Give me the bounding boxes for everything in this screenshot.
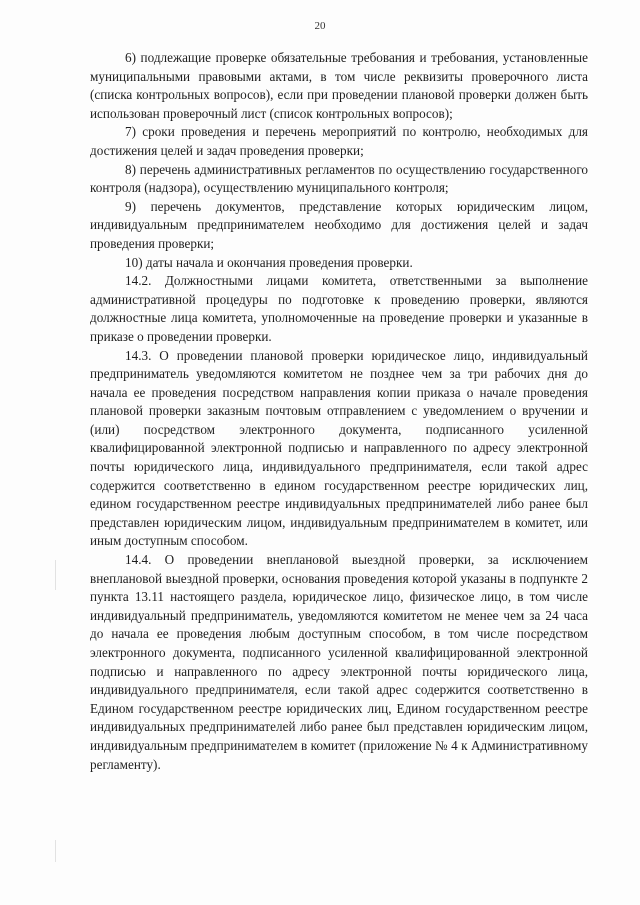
scan-edge-mark <box>55 840 56 862</box>
document-body <box>90 49 588 774</box>
paragraph-14-2: 14.2. Должностными лицами комитета, ответственными за выполнение административной процедуры по подготовке к проведению проверки, являются должностные лица комитета, уполномоченные на проведение проверки и указанные в приказе о проведении проверки. <box>90 273 588 344</box>
paragraph-item-10: 10) даты начала и окончания проведения проверки. <box>125 254 413 270</box>
paragraph-item-7: 7) сроки проведения и перечень мероприятий по контролю, необходимых для достижения целей и задач проведения проверки; <box>90 124 588 158</box>
paragraph-14-4: 14.4. О проведении внеплановой выездной проверки, за исключением внеплановой выездной проверки, основания проведения которой указаны в подпункте 2 пункта 13.11 настоящего раздела, юридическое лицо, физическое лицо, в том числе индивидуальный предприниматель, уведомляются комитетом не менее чем за 24 часа до начала ее проведения любым доступным способом, в том числе посредством электронного документа, подписанного усиленной квалифицированной электронной подписью и направленного по адресу электронной почты юридического лица, индивидуального предпринимателя, если такой адрес содержится соответственно в Едином государственном реестре юридических лиц, Едином государственном реестре индивидуальных предпринимателей либо ранее был представлен юридическим лицом, индивидуальным предпринимателем в комитет (приложение № 4 к Административному регламенту). <box>90 552 588 772</box>
paragraph-item-9: 9) перечень документов, представление которых юридическим лицом, индивидуальным предпринимателем необходимо для достижения целей и задач проведения проверки; <box>90 198 588 251</box>
paragraph-item-8: 8) перечень административных регламентов по осуществлению государственного контроля (надзора), осуществлению муниципального контроля; <box>90 161 588 196</box>
paragraph-item-6: 6) подлежащие проверке обязательные требования и требования, установленные муниципальными правовыми актами, в том числе реквизиты проверочного листа (списка контрольных вопросов), если при проведении плановой проверки должен быть использован проверочный лист (список контрольных вопросов); <box>90 50 588 121</box>
paragraph-14-3: 14.3. О проведении плановой проверки юридическое лицо, индивидуальный предприниматель уведомляются комитетом не позднее чем за три рабочих дня до начала ее проведения посредством направления копии приказа о начале проведения плановой проверки заказным почтовым отправлением с уведомлением о вручении и (или) посредством электронного документа, подписанного усиленной квалифицированной электронной подписью и направленного по адресу электронной почты юридического лица, индивидуального предпринимателя, если такой адрес содержится соответственно в едином государственном реестре юридических лиц, едином государственном реестре индивидуальных предпринимателей либо ранее был представлен юридическим лицом, индивидуальным предпринимателем в комитет, или иным доступным способом. <box>90 347 588 549</box>
scan-edge-mark <box>55 560 56 590</box>
page-number: 20 <box>314 20 326 32</box>
